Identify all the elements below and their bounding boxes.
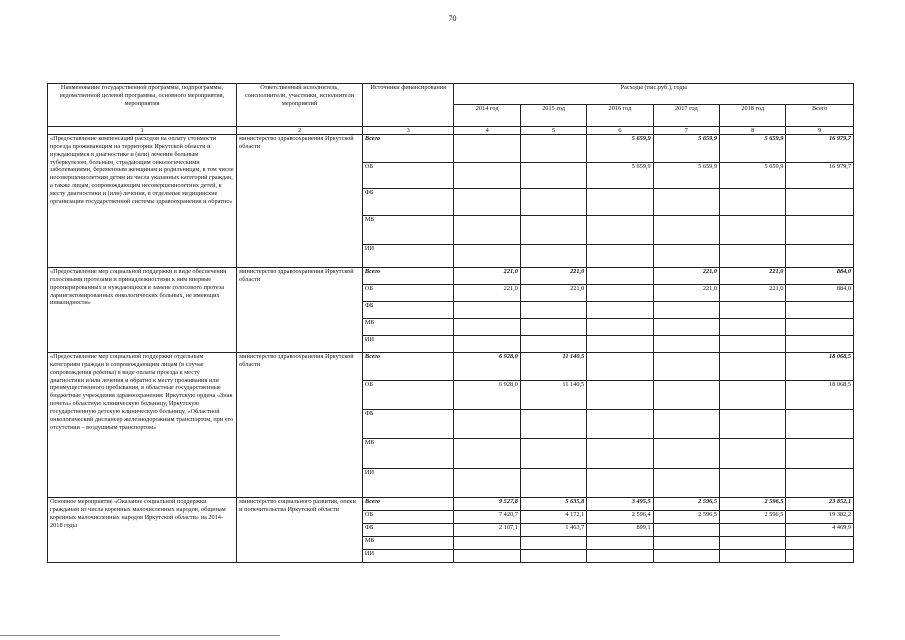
value-cell: 2 596,5 — [720, 511, 786, 524]
value-cell — [653, 524, 719, 537]
column-number: 9 — [786, 127, 854, 135]
value-cell: 5 659,9 — [587, 135, 653, 163]
value-cell: 5 659,9 — [653, 135, 719, 163]
value-cell: 899,1 — [587, 524, 653, 537]
measure-executor: министерство здравоохранения Иркутской области — [237, 268, 363, 353]
value-cell: 18 068,5 — [786, 353, 854, 381]
source-mb: МБ — [362, 439, 454, 469]
source-fb: ФБ — [362, 189, 454, 216]
value-cell: 5 635,8 — [520, 498, 586, 511]
header-name: Наименование государственной программы, подпрограммы, ведомственной целевой программы, основного мероприятия, мероприятия — [48, 84, 237, 127]
measure-name: «Предоставление мер социальной поддержки отдельным категориям граждан и сопровождающим лицам (в случае сопровождения ребенка) в виде оплаты проезда к месту диагностики и/или лечения и обратно к месту проживания или преимущественного пребывания, в областные государственные бюджетные учреждения здравоохранения: Иркутскую ордена «Знак почета» областную клиническую больницу, Иркутскую государственную детскую клиническую больницу, «Областной онкологический диспансер железнодорожным транспортом, при его отсутствии – воздушным транспортом» — [48, 353, 237, 498]
column-number: 8 — [720, 127, 786, 135]
bottom-rule — [0, 635, 280, 636]
value-cell: 221,0 — [653, 285, 719, 302]
value-cell: 16 979,7 — [786, 163, 854, 189]
value-cell: 2 596,5 — [653, 498, 719, 511]
value-cell: 1 463,7 — [520, 524, 586, 537]
column-number: 3 — [362, 127, 454, 135]
source-fb: ФБ — [362, 524, 454, 537]
source-ob: ОБ — [362, 511, 454, 524]
source-ii: ИИ — [362, 336, 454, 353]
measure-name: Основное мероприятие «Оказание социальной поддержки гражданам из числа коренных малочисленных народов, общинам коренных малочисленных народов Иркутской области» на 2014-2018 годы — [48, 498, 237, 563]
header-expenses: Расходы (тыс.руб.), годы — [454, 84, 854, 105]
column-number: 7 — [653, 127, 719, 135]
source-total: Всего — [362, 353, 454, 381]
value-cell: 3 495,5 — [587, 498, 653, 511]
measure-name: «Предоставление компенсаций расходов на оплату стоимости проезда проживающим на территории Иркутской области и нуждающимся в диагностике и (или) лечении больным туберкулезом, больным, страдающим онкологическими заболеваниями, беременным женщинам и родильницам, в том числе несовершеннолетним детям из числа указанных категорий граждан, а также лицам, сопровождающим несовершеннолетних детей, к месту диагностики и (или) лечения, в отдельные медицинские организации государственной системы здравоохранения и обратно» — [48, 135, 237, 268]
value-cell — [653, 353, 719, 381]
value-cell: 4 172,1 — [520, 511, 586, 524]
column-number: 4 — [454, 127, 520, 135]
value-cell: 11 140,5 — [520, 353, 586, 381]
value-cell: 221,0 — [520, 285, 586, 302]
value-cell — [720, 353, 786, 381]
column-number: 5 — [520, 127, 586, 135]
value-cell: 9 527,8 — [454, 498, 520, 511]
header-year: 2016 год — [587, 105, 653, 127]
header-year: 2014 год — [454, 105, 520, 127]
source-total: Всего — [362, 135, 454, 163]
value-cell: 221,0 — [720, 268, 786, 285]
source-ob: ОБ — [362, 163, 454, 189]
value-cell — [520, 135, 586, 163]
value-cell: 5 659,9 — [587, 163, 653, 189]
value-cell: 16 979,7 — [786, 135, 854, 163]
column-number: 6 — [587, 127, 653, 135]
source-fb: ФБ — [362, 410, 454, 439]
source-mb: МБ — [362, 319, 454, 336]
source-ob: ОБ — [362, 381, 454, 410]
header-total: Всего — [786, 105, 854, 127]
value-cell: 884,0 — [786, 285, 854, 302]
measure-executor: министерство социального развития, опеки и попечительства Иркутской области — [237, 498, 363, 563]
value-cell: 5 659,9 — [720, 135, 786, 163]
header-year: 2015 год — [520, 105, 586, 127]
value-cell — [454, 135, 520, 163]
value-cell — [720, 524, 786, 537]
measure-name: «Предоставление мер социальной поддержки в виде обеспечения голосовыми протезами и принадлежностями к ним впервые прооперированных и нуждающихся в замене голосового протеза ларингэктомированных онкологических больных, не имеющих инвалидности» — [48, 268, 237, 353]
measure-executor: министерство здравоохранения Иркутской области — [237, 135, 363, 268]
page-number: 70 — [448, 14, 457, 23]
source-total: Всего — [362, 268, 454, 285]
value-cell: 11 140,5 — [520, 381, 586, 410]
value-cell — [587, 268, 653, 285]
value-cell: 221,0 — [720, 285, 786, 302]
value-cell: 19 382,2 — [786, 511, 854, 524]
header-year: 2017 год — [653, 105, 719, 127]
budget-table — [47, 83, 854, 563]
value-cell: 2 596,5 — [720, 498, 786, 511]
value-cell: 221,0 — [454, 268, 520, 285]
value-cell: 4 469,9 — [786, 524, 854, 537]
column-number: 2 — [237, 127, 363, 135]
source-mb: МБ — [362, 216, 454, 245]
value-cell: 5 659,9 — [720, 163, 786, 189]
measure-executor: министерство здравоохранения Иркутской области — [237, 353, 363, 498]
value-cell: 2 596,4 — [587, 511, 653, 524]
value-cell — [587, 285, 653, 302]
header-executor: Ответственный исполнитель, соисполнители, участники, исполнители мероприятий — [237, 84, 363, 127]
value-cell: 7 420,7 — [454, 511, 520, 524]
value-cell: 2 596,5 — [653, 511, 719, 524]
value-cell — [520, 163, 586, 189]
header-source: Источники финансирования — [362, 84, 454, 127]
value-cell: 221,0 — [454, 285, 520, 302]
value-cell — [653, 381, 719, 410]
source-ii: ИИ — [362, 550, 454, 563]
value-cell: 221,0 — [653, 268, 719, 285]
value-cell: 2 107,1 — [454, 524, 520, 537]
value-cell: 6 928,0 — [454, 381, 520, 410]
source-mb: МБ — [362, 537, 454, 550]
source-ob: ОБ — [362, 285, 454, 302]
value-cell — [720, 381, 786, 410]
value-cell — [587, 353, 653, 381]
header-year: 2018 год — [720, 105, 786, 127]
value-cell: 5 659,9 — [653, 163, 719, 189]
value-cell: 221,0 — [520, 268, 586, 285]
source-ii: ИИ — [362, 469, 454, 498]
value-cell: 884,0 — [786, 268, 854, 285]
value-cell: 6 928,0 — [454, 353, 520, 381]
value-cell: 23 852,1 — [786, 498, 854, 511]
source-total: Всего — [362, 498, 454, 511]
source-fb: ФБ — [362, 302, 454, 319]
value-cell — [454, 163, 520, 189]
value-cell: 18 068,5 — [786, 381, 854, 410]
value-cell — [587, 381, 653, 410]
source-ii: ИИ — [362, 245, 454, 268]
column-number: 1 — [48, 127, 237, 135]
